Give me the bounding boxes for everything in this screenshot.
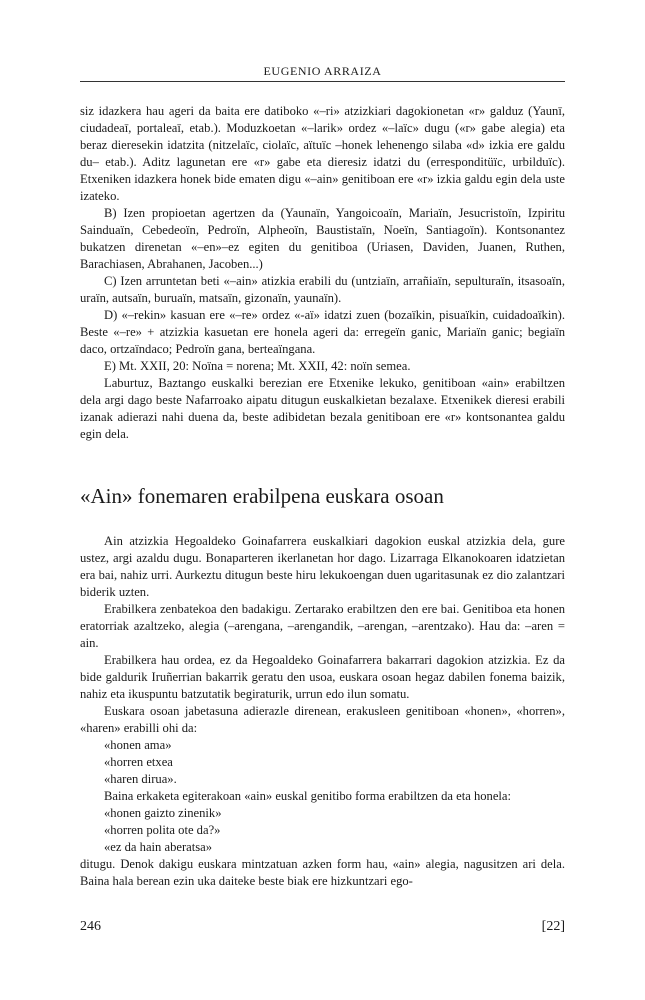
example-line: «haren dirua». xyxy=(104,772,177,786)
example-line: «horren etxea xyxy=(104,755,173,769)
paragraph-summary: Laburtuz, Baztango euskalki berezian ere Etxenike lekuko, genitiboan «ain» erabiltzen dela argi dago beste Nafarroako aipatu ditugun euskalkietan bezalaxe. Etxenikek dieresi erabili izanak adierazi nahi duena da, beste adibidetan bezala genitiboan ere «r» kontsonantea galdu egin dela. xyxy=(80,376,565,441)
header-rule xyxy=(80,81,565,82)
paragraph-item-c: C) Izen arruntetan beti «–ain» atizkia erabili du (untziaïn, arrañiaïn, sepulturaïn, itsasoaïn, uraïn, autsaïn, buruaïn, matsaïn, gizonaïn, yaunaïn). xyxy=(80,274,565,305)
section-heading: «Ain» fonemaren erabilpena euskara osoan xyxy=(80,484,444,508)
paragraph: Erabilkera hau ordea, ez da Hegoaldeko Goinafarrera bakarrari dagokion atzizkia. Ez da bide galdurik Iruñerrian bakarrik geratu den usoa, euskara osoan hegaz dabilen fonema baizik, nahiz eta ikuspuntu batzutatik begiraturik, urrun edo ilun somatu. xyxy=(80,653,565,701)
paragraph: Erabilkera zenbatekoa den badakigu. Zertarako erabiltzen den ere bai. Genitiboa eta honen eratorriak azaltzeko, alegia (–arengana, –arengandik, –arengan, –arentzako). Hau da: –aren = ain. xyxy=(80,602,565,650)
example-line: «honen gaizto zinenik» xyxy=(104,806,222,820)
bracket-page-number: [22] xyxy=(541,919,565,934)
example-line: «honen ama» xyxy=(104,738,172,752)
body-text-before-heading xyxy=(80,103,565,443)
example-line: «ez da hain aberatsa» xyxy=(104,840,213,854)
paragraph-item-d: D) «–rekin» kasuan ere «–re» ordez «-aï» idatzi zuen (bozaïkin, pisuaïkin, cuidadoaïkin). Beste «–re» + atzizkia kasuetan ere honela ageri da: erregeïn ganic, Mariaïn ganic; begiaïn daco, ortzaïndaco; Pedroïn gana, berteaïngana. xyxy=(80,308,565,356)
paragraph-item-e: E) Mt. XXII, 20: Noïna = norena; Mt. XXII, 42: noïn semea. xyxy=(104,359,411,373)
paragraph: Euskara osoan jabetasuna adierazle direnean, erakusleen genitiboan «honen», «horren», «haren» erabilli ohi da: xyxy=(80,704,565,735)
example-line: «horren polita ote da?» xyxy=(104,823,221,837)
page-number: 246 xyxy=(80,919,101,934)
paragraph: Baina erkaketa egiterakoan «ain» euskal genitibo forma erabiltzen da eta honela: xyxy=(104,789,512,803)
paragraph-flush: ditugu. Denok dakigu euskara mintzatuan azken form hau, «ain» alegia, nagusitzen ari dela. Baina hala berean ezin uka daiteke beste biak ere hizkuntzari ego- xyxy=(80,857,565,888)
paragraph-continuation: siz idazkera hau ageri da baita ere datiboko «–ri» atzizkiari dagokionetan «r» galduz (Yaunī, ciudadeaī, portaleaī, etab.). Moduzkoetan «–larik» ordez «–laïc» dugu («r» gabe alegia) eta beraz dieresekin idatzita (nitzelaïc, ciolaïc, aïtuïc –honek lehenengo silaba «d» izkia ere galdu du– etab.). Aditz lagunetan ere «r» gabe eta dieresiz idatzi du (erresponditüïc, urbilduïc). Etxeniken idazkera honek bide ematen digu «–ain» genitiboan ere «r» izkia galdu egin dela uste izateko. xyxy=(80,104,565,203)
paragraph-item-b: B) Izen propioetan agertzen da (Yaunaïn, Yangoicoaïn, Mariaïn, Jesucristoïn, Izpiritu Sainduaïn, Cebedeoïn, Pedroïn, Alpheoïn, Baustistaïn, Noeïn, Santiagoïn). Kontsonantez bukatzen direnetan «–en»–ez egiten du genitiboa (Uriasen, Daviden, Juanen, Ruthen, Barachiasen, Abrahanen, Jacoben...) xyxy=(80,206,565,271)
running-head: EUGENIO ARRAIZA xyxy=(263,64,382,78)
body-text-after-heading xyxy=(80,533,565,890)
paragraph: Ain atzizkia Hegoaldeko Goinafarrera euskalkiari dagokion euskal atzizkia dela, gure ustez, argi azaldu dugu. Bonaparteren ikerlanetan hor dago. Lizarraga Elkanokoaren idatzietan era bai, nahiz urri. Aurkeztu ditugun beste hiru lekukoengan duen ugaritasunak ez dio zalantzari biderik uzten. xyxy=(80,534,565,599)
